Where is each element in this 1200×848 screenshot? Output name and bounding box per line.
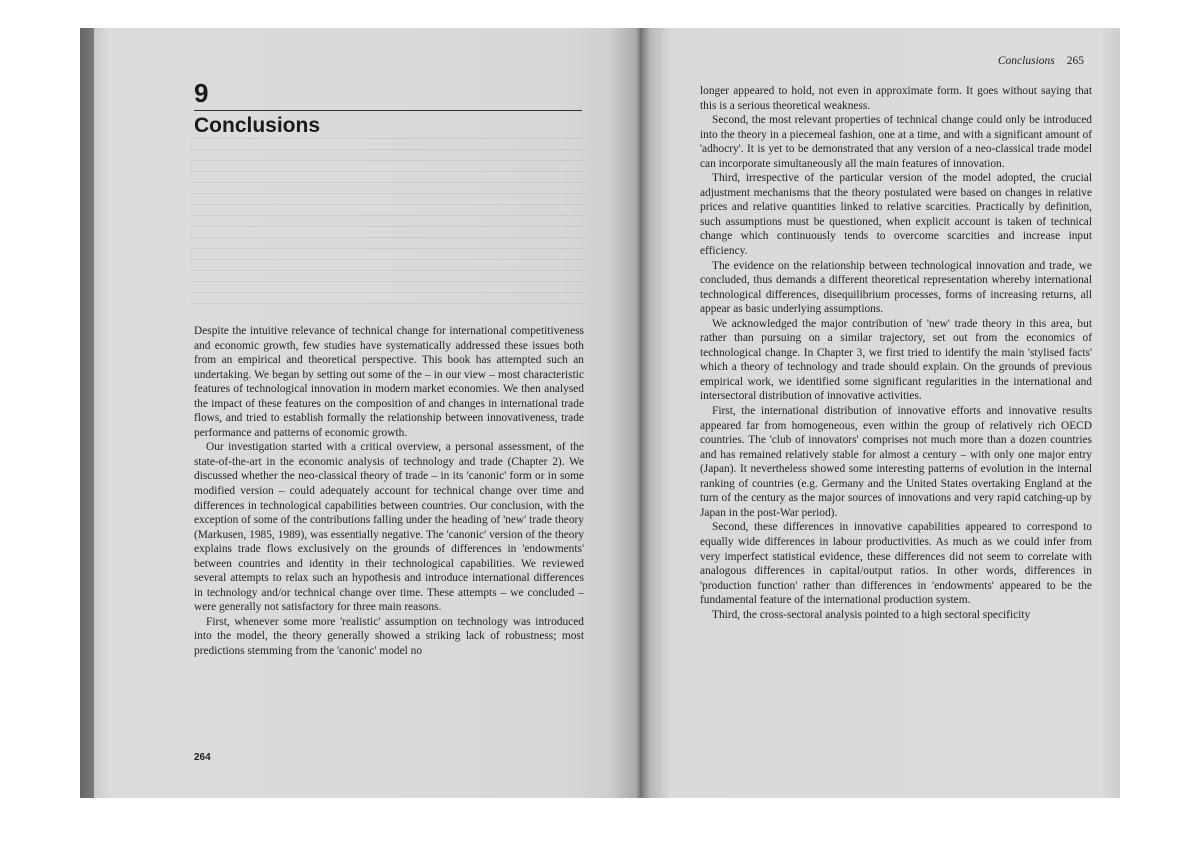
book-spread [80, 28, 1120, 798]
left-page [80, 28, 640, 798]
chapter-title: Conclusions [194, 114, 321, 137]
show-through-bleed [190, 138, 585, 313]
chapter-number: 9 [194, 78, 209, 108]
right-body-text [700, 84, 1092, 622]
paragraph: Second, the most relevant properties of technical change could only be introduced into the theory in a piecemeal fashion, one at a time, and with a significant amount of 'adhocry'. It is yet to be demonstrated that any version of a neo-classical trade model can incorporate simultaneously all the main features of innovation. [700, 114, 1092, 170]
right-page [640, 28, 1120, 798]
binding-shadow [80, 28, 94, 798]
paragraph: The evidence on the relationship between technological innovation and trade, we concluded, thus demands a different theoretical representation whereby international technological differences, disequilibrium processes, forms of increasing returns, all appear as basic underlying assumptions. [700, 259, 1092, 316]
paragraph: longer appeared to hold, not even in approximate form. It goes without saying that this is a serious theoretical weakness. [700, 85, 1092, 112]
running-head-title: Conclusions [997, 55, 1055, 67]
chapter-rule [194, 110, 582, 111]
left-body-text [194, 324, 584, 659]
paragraph: Second, these differences in innovative capabilities appeared to correspond to equally wide differences in labour productivities. As much as we could infer from very imperfect statistical evidence, these differences did not seem to correlate with analogous differences in capital/output ratios. In other words, differences in 'production function' rather than differences in 'endowments' appeared to be the fundamental feature of the international production system. [700, 521, 1092, 607]
paragraph: First, whenever some more 'realistic' assumption on technology was introduced into the model, the theory generally showed a striking lack of robustness; most predictions stemming from the 'canonic' model no [194, 615, 584, 658]
paragraph: First, the international distribution of innovative efforts and innovative results appeared far from homogeneous, even within the group of relatively rich OECD countries. The 'club of innovators' comprises not much more than a dozen countries and has remained relatively stable for almost a century – with only one major entry (Japan). It nevertheless showed some interesting patterns of evolution in the internal ranking of countries (e.g. Germany and the United States overtaking England at the turn of the century as the major sources of innovations and very rapid catching-up by Japan in the post-War period). [700, 405, 1092, 519]
paragraph: Third, the cross-sectoral analysis pointed to a high sectoral specificity [712, 608, 1031, 621]
running-head [998, 55, 1084, 67]
paragraph: We acknowledged the major contribution of 'new' trade theory in this area, but rather than pursuing on a similar trajectory, set out from the economics of technological change. In Chapter 3, we first tried to identify the main 'stylised facts' which a theory of technology and trade should explain. On the grounds of previous empirical work, we identified some significant regularities in the international and intersectoral distribution of innovative activities. [700, 317, 1092, 403]
page-number: 264 [194, 752, 211, 763]
paragraph: Third, irrespective of the particular version of the model adopted, the crucial adjustment mechanisms that the theory postulated were based on changes in relative prices and relative quantities linked to relative scarcities. Practically by definition, such assumptions must be questioned, when explicit account is taken of technical change which continuously tends to overcome scarcities and increase input efficiency. [700, 172, 1092, 258]
paragraph: Our investigation started with a critical overview, a personal assessment, of the state-of-the-art in the economic analysis of technology and trade (Chapter 2). We discussed whether the neo-classical theory of trade – in its 'canonic' form or in some modified version – could adequately account for technical change over time and differences in technological capabilities between countries. Our conclusion, with the exception of some of the contributions falling under the heading of 'new' trade theory (Markusen, 1985, 1989), was essentially negative. The 'canonic' version of the theory explains trade flows exclusively on the grounds of differences in 'endowments' between countries and identity in their technological capabilities. We reviewed several attempts to relax such an hypothesis and introduce international differences in technology and/or technical change over time. These attempts – we concluded – were generally not satisfactory for three main reasons. [194, 441, 584, 614]
paragraph: Despite the intuitive relevance of technical change for international competitiveness and economic growth, few studies have systematically addressed these issues both from an empirical and theoretical perspective. This book has attempted such an undertaking. We began by setting out some of the – in our view – most characteristic features of technological innovation in modern market economies. We then analysed the impact of these features on the composition of and changes in international trade flows, and tried to establish formally the relationship between innovativeness, trade performance and patterns of economic growth. [194, 325, 584, 439]
page-number: 265 [1066, 55, 1084, 67]
